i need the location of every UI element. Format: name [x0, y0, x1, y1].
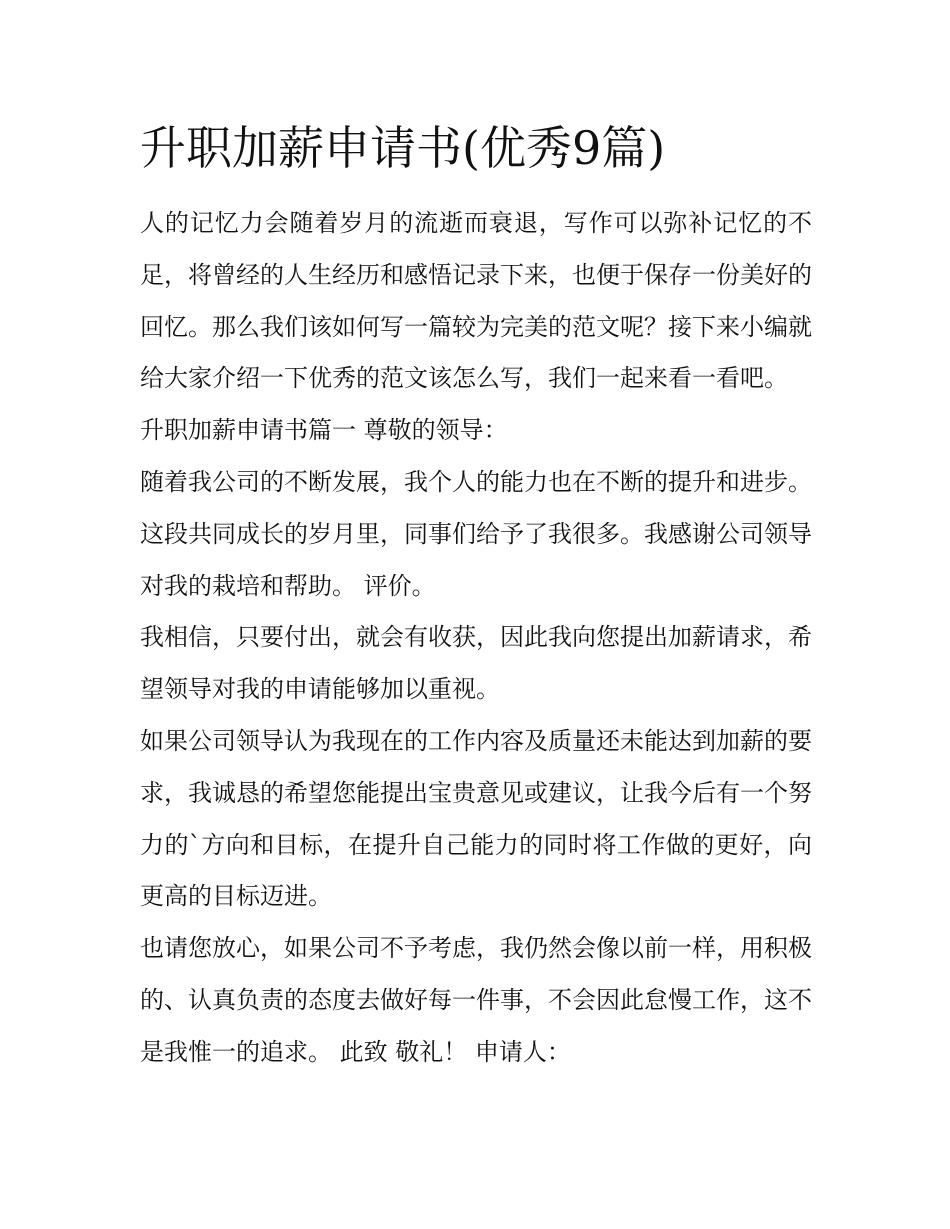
document-body: [140, 198, 812, 1079]
document-title: 升职加薪申请书(优秀9篇): [140, 121, 666, 175]
body-paragraph: 随着我公司的不断发展，我个人的能力也在不断的提升和进步。这段共同成长的岁月里，同事们给予了我很多。我感谢公司领导对我的栽培和帮助。 评价。: [140, 467, 812, 600]
body-paragraph: 如果公司领导认为我现在的工作内容及质量还未能达到加薪的要求，我诚恳的希望您能提出宝贵意见或建议，让我今后有一个努力的`方向和目标，在提升自己能力的同时将工作做的更好，向更高的目标迈进。: [140, 726, 812, 911]
document-page: [140, 112, 812, 1079]
intro-paragraph: 人的记忆力会随着岁月的流逝而衰退，写作可以弥补记忆的不足，将曾经的人生经历和感悟记录下来，也便于保存一份美好的回忆。那么我们该如何写一篇较为完美的范文呢？接下来小编就给大家介绍一下优秀的范文该怎么写，我们一起来看一看吧。: [140, 209, 812, 393]
closing-paragraph: 也请您放心，如果公司不予考虑，我仍然会像以前一样，用积极的、认真负责的态度去做好每一件事，不会因此怠慢工作，这不是我惟一的追求。 此致 敬礼！ 申请人：: [140, 934, 812, 1066]
section-heading-paragraph: 升职加薪申请书篇一 尊敬的领导：: [140, 416, 508, 445]
body-paragraph: 我相信，只要付出，就会有收获，因此我向您提出加薪请求，希望领导对我的申请能够加以重视。: [140, 623, 812, 704]
